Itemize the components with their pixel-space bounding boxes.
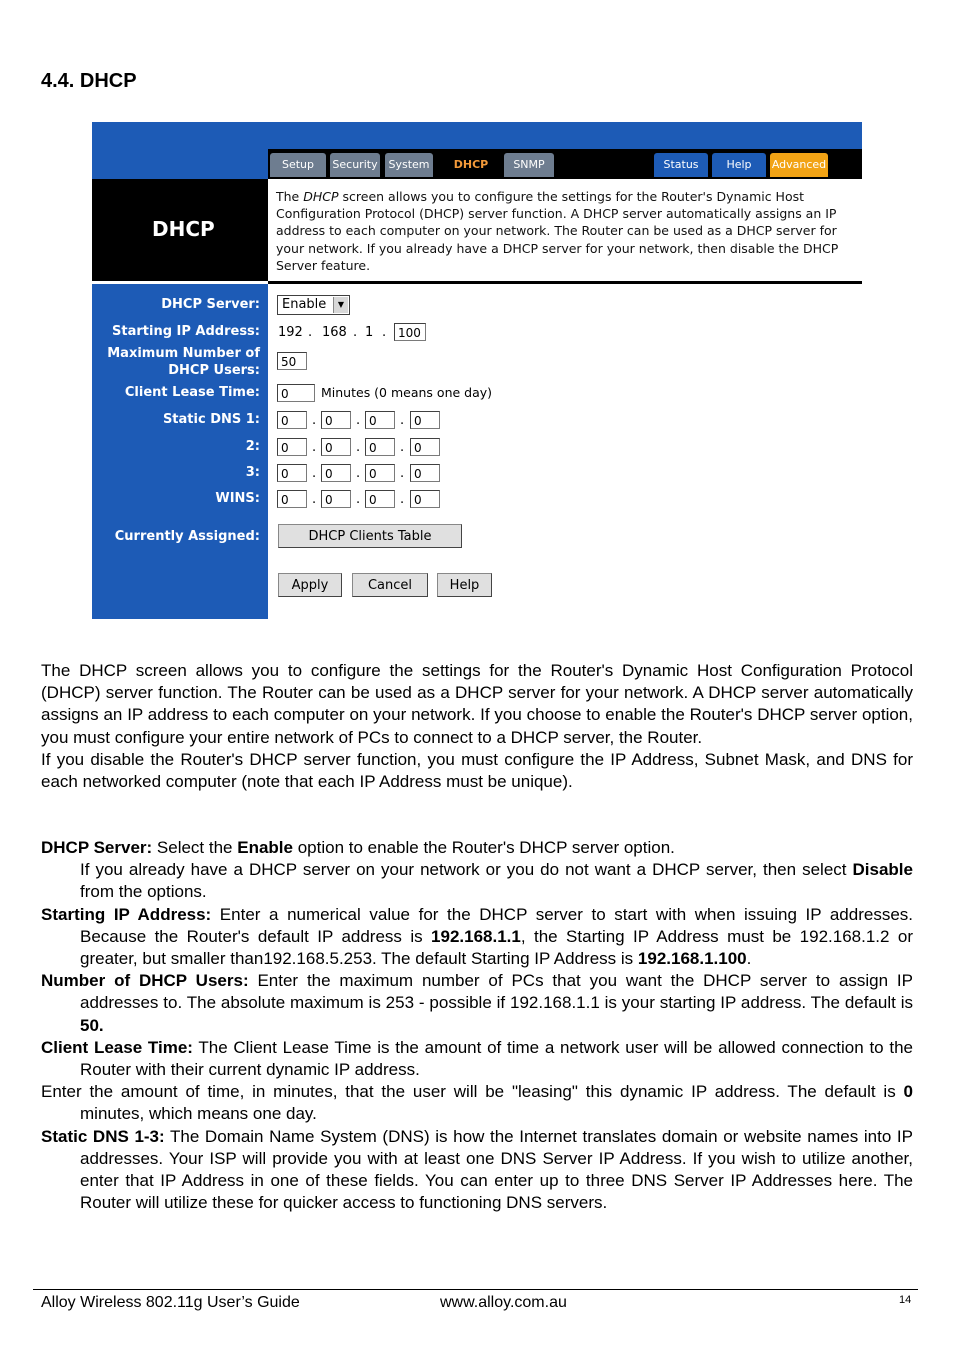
ip-dot: . (400, 466, 405, 481)
text: Enter the maximum number of PCs that you want the DHCP server to assign IP addresses to. The absolute maximum is 253 - possible if 192.168.1.1 is your starting IP address. The default is (80, 971, 913, 1013)
tab-help[interactable]: Help (712, 153, 766, 177)
term-starting-ip: Starting IP Address: (41, 904, 212, 924)
wins-octet-1[interactable]: 0 (277, 490, 307, 508)
footer-guide: Alloy Wireless 802.11g User’s Guide (41, 1294, 300, 1311)
ip-dot: . (400, 413, 405, 428)
ip-dot: . (400, 492, 405, 507)
tab-setup[interactable]: Setup (270, 153, 326, 177)
intro-paragraph-2: If you disable the Router's DHCP server function, you must configure the IP Address, Subnet Mask, and DNS for each networked computer (note that each IP Address must be unique). (41, 749, 913, 792)
dhcp-clients-table-button[interactable]: DHCP Clients Table (278, 524, 462, 548)
text: The Client Lease Time is the amount of time a network user will be allowed connection to the Router with their current dynamic IP address. (80, 1037, 913, 1080)
ip-dot: . (312, 492, 317, 507)
tab-snmp[interactable]: SNMP (504, 153, 554, 177)
dns2-octet-1[interactable]: 0 (277, 438, 307, 456)
text: option to enable the Router's DHCP server option. (293, 838, 675, 857)
ip-dot: . (312, 466, 317, 481)
text: Select the (152, 838, 238, 857)
text: The Domain Name System (DNS) is how the Internet translates domain or website names into IP addresses. Your ISP will provide you with at least one DNS Server IP Address. If you wish to utilize another, enter that IP Address in one of these fields. You can enter up to three DNS Server IP Addresses here. The Router will utilize these for quicker access to functioning DNS servers. (80, 1126, 913, 1213)
footer-rule (33, 1289, 918, 1290)
text: Enter a numerical value for the DHCP server to start with when issuing IP addresses. Because the Router's default IP address is (80, 904, 913, 946)
router-screenshot (92, 122, 862, 619)
label-starting-ip: Starting IP Address: (112, 324, 260, 339)
label-lease-time: Client Lease Time: (124, 385, 260, 400)
dns1-octet-2[interactable]: 0 (321, 411, 351, 429)
label-dhcp-server: DHCP Server: (161, 297, 260, 312)
intro-paragraph-1: The DHCP screen allows you to configure the settings for the Router's Dynamic Host Configuration Protocol (DHCP) server function. The Router can be used as a DHCP server for your network. A DHCP server automatically assigns an IP address to each computer on your network. If you choose to enable the Router's DHCP server option, you must configure your entire network of PCs to connect to a DHCP server, the Router. (41, 661, 913, 747)
tab-security[interactable]: Security (330, 153, 380, 177)
term-dhcp-server: DHCP Server: (41, 838, 153, 857)
help-button[interactable]: Help (437, 573, 492, 597)
term-lease: Client Lease Time: (41, 1037, 193, 1057)
dns3-octet-3[interactable]: 0 (365, 464, 395, 482)
tab-status[interactable]: Status (654, 153, 708, 177)
dhcp-server-select[interactable] (277, 295, 350, 315)
ip-dot: . (356, 440, 361, 455)
footer-url: www.alloy.com.au (440, 1294, 567, 1311)
lease-hint: Minutes (0 means one day) (321, 385, 493, 400)
ip-dot: . (308, 325, 313, 340)
description-italic: DHCP (303, 189, 339, 204)
definitions-section (41, 837, 913, 1214)
text: minutes, which means one day. (80, 1104, 317, 1124)
dns3-octet-4[interactable]: 0 (410, 464, 440, 482)
label-dns1: Static DNS 1: (162, 412, 260, 427)
wins-octet-2[interactable]: 0 (321, 490, 351, 508)
label-dns3: 3: (245, 465, 260, 480)
intro-section (41, 660, 913, 793)
banner-title: DHCP (152, 217, 215, 241)
dns1-octet-3[interactable]: 0 (365, 411, 395, 429)
wins-octet-4[interactable]: 0 (410, 490, 440, 508)
def-dhcp-server (41, 837, 913, 859)
ip-dot: . (353, 325, 358, 340)
text: Enter the amount of time, in minutes, that the user will be "leasing" this dynamic IP address. The default is (41, 1082, 904, 1102)
dns2-octet-3[interactable]: 0 (365, 438, 395, 456)
term-dns: Static DNS 1-3: (41, 1126, 165, 1146)
section-heading: 4.4. DHCP (41, 70, 137, 92)
page-number: 14 (899, 1294, 912, 1306)
tab-system[interactable]: System (385, 153, 433, 177)
dhcp-server-value: Enable (282, 297, 327, 312)
cancel-button[interactable]: Cancel (352, 573, 428, 597)
dns3-octet-1[interactable]: 0 (277, 464, 307, 482)
text: . (746, 949, 752, 969)
label-max-users-1: Maximum Number of (107, 346, 260, 361)
ip-dot: . (356, 413, 361, 428)
ip-dot: . (356, 466, 361, 481)
wins-octet-3[interactable]: 0 (365, 490, 395, 508)
dhcp-banner (92, 179, 268, 281)
apply-button[interactable]: Apply (278, 573, 342, 597)
lease-time-input[interactable]: 0 (277, 384, 315, 402)
ip-dot: . (382, 325, 387, 340)
text: If you already have a DHCP server on your network or you do not want a DHCP server, then select (80, 860, 853, 880)
chevron-down-icon: ▼ (333, 297, 348, 313)
separator (268, 281, 862, 284)
tab-advanced[interactable]: Advanced (770, 153, 828, 177)
text: , the Starting IP Address must be 192.168.1.2 or greater, but smaller than192.168.5.253. The default Starting IP Address is (80, 926, 913, 969)
ip-dot: . (312, 413, 317, 428)
ip-dot: . (400, 440, 405, 455)
term-disable: Disable (852, 860, 913, 880)
router-description: The DHCP screen allows you to configure the settings for the Router's Dynamic Host Configuration Protocol (DHCP) server function. A DHCP server automatically assigns an IP address to each computer on your network. The Router can be used as a DHCP server for your network. If you already have a DHCP server for your network, then disable the DHCP Server feature. (276, 189, 839, 273)
dns2-octet-2[interactable]: 0 (321, 438, 351, 456)
label-wins: WINS: (215, 491, 260, 506)
def-lease-cont (41, 1081, 913, 1125)
label-max-users-2: DHCP Users: (168, 363, 260, 378)
def-dns (41, 1126, 913, 1215)
term-default-lease: 0 (903, 1082, 913, 1102)
def-lease (41, 1037, 913, 1081)
tab-dhcp[interactable]: DHCP (442, 151, 500, 179)
ip-dot: . (312, 440, 317, 455)
ip-octet-2: 168 (322, 325, 347, 340)
term-num-users: Number of DHCP Users: (41, 971, 249, 991)
def-dhcp-server-cont (41, 859, 913, 903)
dns1-octet-1[interactable]: 0 (277, 411, 307, 429)
term-enable: Enable (237, 838, 293, 857)
def-starting-ip (41, 904, 913, 971)
term-default-start: 192.168.1.100 (637, 949, 747, 969)
term-default-users: 50. (80, 1015, 104, 1035)
dns2-octet-4[interactable]: 0 (410, 438, 440, 456)
ip-octet-3: 1 (365, 325, 374, 340)
text: from the options. (80, 882, 207, 902)
dns3-octet-2[interactable]: 0 (321, 464, 351, 482)
max-users-input[interactable]: 50 (277, 352, 307, 370)
term-default-ip: 192.168.1.1 (431, 926, 521, 946)
def-num-users (41, 970, 913, 1037)
starting-ip-last-octet-input[interactable]: 100 (394, 323, 426, 341)
label-dns2: 2: (245, 439, 260, 454)
dns1-octet-4[interactable]: 0 (410, 411, 440, 429)
ip-octet-1: 192 (278, 325, 303, 340)
ip-dot: . (356, 492, 361, 507)
label-currently-assigned: Currently Assigned: (114, 529, 260, 544)
